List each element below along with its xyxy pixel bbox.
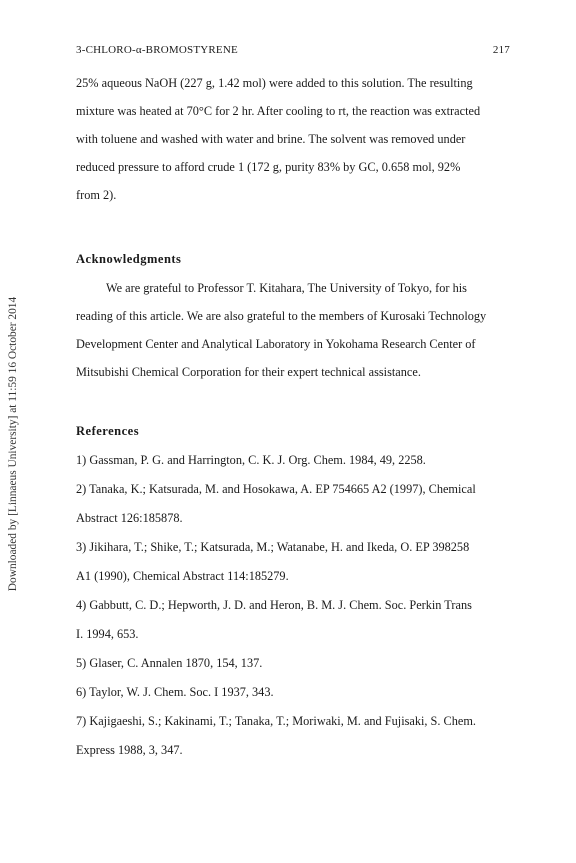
running-header bbox=[76, 44, 510, 56]
download-watermark bbox=[4, 258, 22, 630]
reference-line: 6) Taylor, W. J. Chem. Soc. I 1937, 343. bbox=[76, 685, 274, 699]
intro-line: 25% aqueous NaOH (227 g, 1.42 mol) were added to this solution. The resulting bbox=[76, 76, 473, 90]
reference-line: 7) Kajigaeshi, S.; Kakinami, T.; Tanaka, T.; Moriwaki, M. and Fujisaki, S. Chem. bbox=[76, 714, 476, 728]
intro-line: from 2). bbox=[76, 188, 117, 202]
reference-line: 3) Jikihara, T.; Shike, T.; Katsurada, M.; Watanabe, H. and Ikeda, O. EP 398258 bbox=[76, 540, 470, 554]
reference-line: I. 1994, 653. bbox=[76, 627, 139, 641]
references-heading: References bbox=[76, 424, 140, 438]
acknowledgments-line: Development Center and Analytical Laboratory in Yokohama Research Center of bbox=[76, 337, 476, 351]
reference-line: 2) Tanaka, K.; Katsurada, M. and Hosokawa, A. EP 754665 A2 (1997), Chemical bbox=[76, 482, 476, 496]
reference-line: A1 (1990), Chemical Abstract 114:185279. bbox=[76, 569, 289, 583]
intro-line: with toluene and washed with water and brine. The solvent was removed under bbox=[76, 132, 466, 146]
intro-line: reduced pressure to afford crude 1 (172 g, purity 83% by GC, 0.658 mol, 92% bbox=[76, 160, 461, 174]
acknowledgments-line: Mitsubishi Chemical Corporation for their expert technical assistance. bbox=[76, 365, 421, 379]
download-watermark-text: Downloaded by [Linnaeus University] at 11:59 16 October 2014 bbox=[7, 296, 19, 592]
reference-line: Abstract 126:185878. bbox=[76, 511, 183, 525]
reference-line: 4) Gabbutt, C. D.; Hepworth, J. D. and Heron, B. M. J. Chem. Soc. Perkin Trans bbox=[76, 598, 472, 612]
acknowledgments-line: reading of this article. We are also grateful to the members of Kurosaki Technology bbox=[76, 309, 487, 323]
reference-line: 5) Glaser, C. Annalen 1870, 154, 137. bbox=[76, 656, 263, 670]
acknowledgments-line: We are grateful to Professor T. Kitahara, The University of Tokyo, for his bbox=[106, 281, 467, 295]
page-number: 217 bbox=[492, 44, 510, 56]
running-title: 3-CHLORO-α-BROMOSTYRENE bbox=[76, 44, 238, 56]
reference-line: Express 1988, 3, 347. bbox=[76, 743, 183, 757]
acknowledgments-heading: Acknowledgments bbox=[76, 252, 182, 266]
reference-line: 1) Gassman, P. G. and Harrington, C. K. J. Org. Chem. 1984, 49, 2258. bbox=[76, 453, 426, 467]
intro-line: mixture was heated at 70°C for 2 hr. After cooling to rt, the reaction was extracted bbox=[76, 104, 481, 118]
